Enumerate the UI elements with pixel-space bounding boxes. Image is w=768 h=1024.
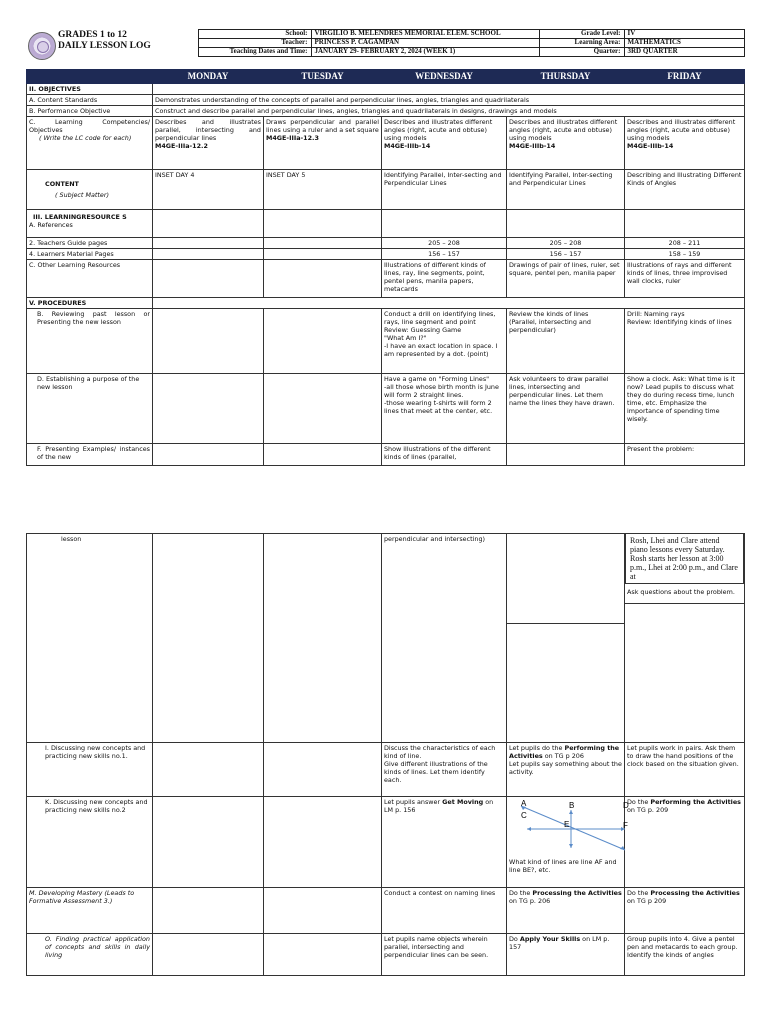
discuss2-thursday: [507, 797, 629, 888]
competency-tuesday-code: M4GE-IIIa-12.3: [266, 134, 319, 142]
grades-title: GRADES 1 to 12: [58, 29, 127, 40]
content-friday: Describing and Illustrating Different Kinds of Angles: [625, 170, 745, 210]
other-friday: Illustrations of rays and different kinds of lines, three improvised wall clocks, ruler: [625, 260, 745, 298]
daily-lesson-log-title: DAILY LESSON LOG: [58, 40, 151, 51]
performance-objective-text: Construct and describe parallel and perpendicular lines, angles, triangles and quadrilaterals in designs, drawings and models: [153, 106, 745, 117]
content-standards-text: Demonstrates understanding of the concepts of parallel and perpendicular lines, angles, triangles and quadrilaterals: [153, 95, 745, 106]
references-label: A. References: [29, 221, 73, 229]
problem-text-box: Rosh, Lhei and Clare attend piano lessons every Saturday. Rosh starts her lesson at 3:00 p.m., Lhei at 2:00 p.m., and Clare at: [625, 533, 744, 584]
tg-friday: 208 – 211: [625, 238, 745, 249]
tg-wednesday: 205 – 208: [382, 238, 507, 249]
resources-tuesday: [264, 210, 382, 238]
discuss2-friday-bold: Performing the Activities: [650, 798, 741, 806]
application-thursday-post: on LM p. 157: [509, 935, 610, 951]
day-tuesday: TUESDAY: [264, 70, 382, 84]
content-monday: INSET DAY 4: [153, 170, 264, 210]
learning-competencies-title: C. Learning Competencies/ Objectives: [29, 118, 150, 134]
discuss2-friday-pre: Do the: [627, 798, 651, 806]
lesson-table-part1: [26, 69, 745, 466]
mastery-thursday-bold: Processing the Activities: [532, 889, 622, 897]
other-resources-label: C. Other Learning Resources: [27, 260, 153, 298]
day-friday: FRIDAY: [625, 70, 745, 84]
quarter-value: 3RD QUARTER: [624, 48, 744, 57]
learning-area-value: MATHEMATICS: [624, 39, 744, 48]
school-label: School:: [198, 30, 311, 39]
presenting-examples-label: F. Presenting Examples/ instances of the new: [27, 444, 153, 466]
grade-level-value: IV: [624, 30, 744, 39]
competency-wednesday: [382, 117, 507, 170]
mastery-thursday-post: on TG p. 206: [509, 897, 551, 905]
tg-thursday: 205 – 208: [507, 238, 625, 249]
application-wednesday: Let pupils name objects wherein parallel, intersecting and perpendicular lines can be seen.: [382, 934, 507, 976]
teacher-label: Teacher:: [198, 39, 311, 48]
purpose-monday: [153, 374, 264, 444]
lm-friday: 158 – 159: [625, 249, 745, 260]
objectives-heading: II. OBJECTIVES: [27, 84, 153, 95]
competency-monday: [153, 117, 264, 170]
resources-wednesday: [382, 210, 507, 238]
review-monday: [153, 309, 264, 374]
discuss1-tuesday: [264, 743, 382, 797]
discuss2-tuesday: [264, 797, 382, 888]
lm-monday: [153, 249, 264, 260]
competency-friday-text: Describes and illustrates different angles (right, acute and obtuse) using models: [627, 118, 736, 142]
application-friday: Group pupils into 4. Give a pentel pen and metacards to each group. Identify the kinds of angles: [625, 934, 745, 976]
examples-thursday: [507, 444, 625, 466]
competency-thursday-text: Describes and illustrates different angles (right, acute and obtuse) using models: [509, 118, 618, 142]
resources-monday: [153, 210, 264, 238]
application-thursday: [507, 934, 625, 976]
practical-application-label: O. Finding practical application of concepts and skills in daily living: [27, 934, 153, 976]
review-tuesday: [264, 309, 382, 374]
procedures-heading: V. PROCEDURES: [27, 298, 153, 309]
purpose-wednesday: Have a game on "Forming Lines" -all those whose birth month is June will form 2 straight lines. -those wearing t-shirts will form 2 lines that meet at the center, etc.: [382, 374, 507, 444]
developing-mastery-label: M. Developing Mastery (Leads to Formative Assessment 3.): [27, 888, 153, 934]
learning-competencies-label: [27, 117, 153, 170]
application-tuesday: [264, 934, 382, 976]
lm-thursday: 156 – 157: [507, 249, 625, 260]
discussing-concepts-1-label: I. Discussing new concepts and practicing new skills no.1.: [27, 743, 153, 797]
day-thursday: THURSDAY: [507, 70, 625, 84]
mastery-monday: [153, 888, 264, 934]
content-wednesday: Identifying Parallel, Inter-secting and Perpendicular Lines: [382, 170, 507, 210]
teaching-dates-label: Teaching Dates and Time:: [198, 48, 311, 57]
competency-friday: [625, 117, 745, 170]
label-c: C: [521, 811, 527, 820]
content-standards-label: A. Content Standards: [27, 95, 153, 106]
day-monday: MONDAY: [153, 70, 264, 84]
procedures-heading-span: [153, 298, 745, 309]
discuss2-friday: [625, 797, 745, 888]
teacher-value: PRINCESS P. CAGAMPAN: [311, 39, 539, 48]
mastery-tuesday: [264, 888, 382, 934]
review-thursday: Review the kinds of lines (Parallel, intersecting and perpendicular): [507, 309, 625, 374]
tg-tuesday: [264, 238, 382, 249]
content-thursday: Identifying Parallel, Inter-secting and Perpendicular Lines: [507, 170, 625, 210]
resources-thursday: [507, 210, 625, 238]
arrow-c-icon: [527, 827, 531, 831]
examples-monday: [153, 444, 264, 466]
performance-objective-label: B. Performance Objective: [27, 106, 153, 117]
competency-tuesday-text: Draws perpendicular and parallel lines using a ruler and a set square: [266, 118, 379, 134]
discuss2-monday: [153, 797, 264, 888]
learners-material-label: 4. Learners Material Pages: [27, 249, 153, 260]
purpose-tuesday: [264, 374, 382, 444]
day-wednesday: WEDNESDAY: [382, 70, 507, 84]
quarter-label: Quarter:: [539, 48, 624, 57]
mastery-thursday: [507, 888, 625, 934]
competency-wednesday-code: M4GE-IIIb-14: [384, 142, 431, 150]
purpose-friday: Show a clock. Ask: What time is it now? Lead pupils to discuss what they do during recess time, lunch time, etc. Emphasize the importance of spending time wisely.: [625, 374, 745, 444]
competency-wednesday-text: Describes and illustrates different angles (right, acute and obtuse) using models: [384, 118, 493, 142]
arrow-b-icon: [569, 810, 573, 814]
discussing-concepts-2-label: K. Discussing new concepts and practicing new skills no.2: [27, 797, 153, 888]
purpose-thursday: Ask volunteers to draw parallel lines, intersecting and perpendicular lines. Let them name the lines they have drawn.: [507, 374, 625, 444]
school-value: VIRGILIO B. MELENDRES MEMORIAL ELEM. SCHOOL: [311, 30, 539, 39]
discuss2-wednesday-bold: Get Moving: [442, 798, 484, 806]
mastery-friday: [625, 888, 745, 934]
ask-questions-text: Ask questions about the problem.: [627, 588, 735, 596]
reviewing-lesson-label: B. Reviewing past lesson or Presenting the new lesson: [27, 309, 153, 374]
examples-tuesday: [264, 444, 382, 466]
discuss2-wednesday-pre: Let pupils answer: [384, 798, 443, 806]
content-tuesday: INSET DAY 5: [264, 170, 382, 210]
resources-friday: [625, 210, 745, 238]
discuss1-wednesday: Discuss the characteristics of each kind of line. Give different illustrations of the kinds of lines. Let them identify each.: [382, 743, 507, 797]
learning-area-label: Learning Area:: [539, 39, 624, 48]
competency-friday-code: M4GE-IIIb-14: [627, 142, 674, 150]
content-label: CONTENT: [45, 180, 79, 188]
discuss1-thursday: [507, 743, 625, 797]
other-thursday: Drawings of pair of lines, ruler, set square, pentel pen, manila paper: [507, 260, 625, 298]
examples-wednesday-cont: perpendicular and intersecting): [382, 534, 507, 743]
mastery-friday-pre: Do the: [627, 889, 651, 897]
corner-cell: [27, 70, 153, 84]
discuss1-friday: Let pupils work in pairs. Ask them to draw the hand positions of the clock based on the situation given.: [625, 743, 745, 797]
label-d: D: [623, 801, 629, 810]
competency-monday-text: Describes and illustrates parallel, intersecting and perpendicular lines: [155, 118, 261, 142]
mastery-thursday-pre: Do the: [509, 889, 533, 897]
review-wednesday: Conduct a drill on identifying lines, rays, line segment and point Review: Guessing Game "What Am I?" -I have an exact location in space. I am represented by a dot. (point): [382, 309, 507, 374]
mastery-friday-post: on TG p 209: [627, 897, 667, 905]
learning-resources-heading: III. LEARNINGRESOURCE S: [33, 213, 127, 221]
label-e: E: [564, 820, 570, 829]
label-f: F: [623, 821, 628, 830]
examples-tuesday-cont: [264, 534, 382, 743]
content-label-cell: [27, 170, 153, 210]
application-thursday-bold: Apply Your Skills: [519, 935, 581, 943]
examples-friday-cont: [625, 534, 745, 743]
teachers-guide-label: 2. Teachers Guide pages: [27, 238, 153, 249]
other-tuesday: [264, 260, 382, 298]
lines-figure: [509, 798, 629, 858]
application-monday: [153, 934, 264, 976]
examples-thursday-cont: [507, 534, 625, 743]
grade-level-label: Grade Level:: [539, 30, 624, 39]
application-thursday-pre: Do: [509, 935, 520, 943]
mastery-friday-bold: Processing the Activities: [650, 889, 740, 897]
competency-tuesday: [264, 117, 382, 170]
header-table: [26, 29, 745, 57]
other-monday: [153, 260, 264, 298]
examples-monday-cont: [153, 534, 264, 743]
line-af: [521, 806, 625, 850]
discuss1-thursday-bold: Performing the Activities: [509, 744, 620, 760]
arrow-e-icon: [569, 844, 573, 848]
establishing-purpose-label: D. Establishing a purpose of the new lesson: [27, 374, 153, 444]
discuss1-thursday-post: on TG p 206 Let pupils say something about the activity.: [509, 752, 622, 776]
label-b: B: [569, 801, 575, 810]
discuss2-thursday-question: What kind of lines are line AF and line BE?, etc.: [509, 858, 617, 874]
review-friday: Drill: Naming rays Review: Identifying kinds of lines: [625, 309, 745, 374]
teaching-dates-value: JANUARY 29- FEBRUARY 2, 2024 (WEEK 1): [311, 48, 539, 57]
lm-tuesday: [264, 249, 382, 260]
discuss2-friday-post: on TG p. 209: [627, 806, 669, 814]
subject-matter-label: ( Subject Matter): [55, 191, 109, 199]
discuss1-monday: [153, 743, 264, 797]
examples-wednesday: Show illustrations of the different kinds of lines (parallel,: [382, 444, 507, 466]
lm-wednesday: 156 – 157: [382, 249, 507, 260]
label-a: A: [521, 799, 527, 808]
lc-code-note: ( Write the LC code for each): [39, 134, 132, 142]
competency-thursday: [507, 117, 625, 170]
other-wednesday: Illustrations of different kinds of lines, ray, line segments, point, pentel pens, manila papers, metacards: [382, 260, 507, 298]
discuss2-wednesday: [382, 797, 507, 888]
mastery-wednesday: Conduct a contest on naming lines: [382, 888, 507, 934]
objectives-heading-span: [153, 84, 745, 95]
discuss1-thursday-pre: Let pupils do the: [509, 744, 565, 752]
lesson-table-part2: [26, 533, 745, 976]
competency-monday-code: M4GE-IIIa-12.2: [155, 142, 208, 150]
discuss2-wednesday-post: on LM p. 156: [384, 798, 494, 814]
learning-resources-cell: [27, 210, 153, 238]
examples-friday: Present the problem:: [625, 444, 745, 466]
tg-monday: [153, 238, 264, 249]
competency-thursday-code: M4GE-IIIb-14: [509, 142, 556, 150]
presenting-examples-label-cont: lesson: [27, 534, 153, 743]
